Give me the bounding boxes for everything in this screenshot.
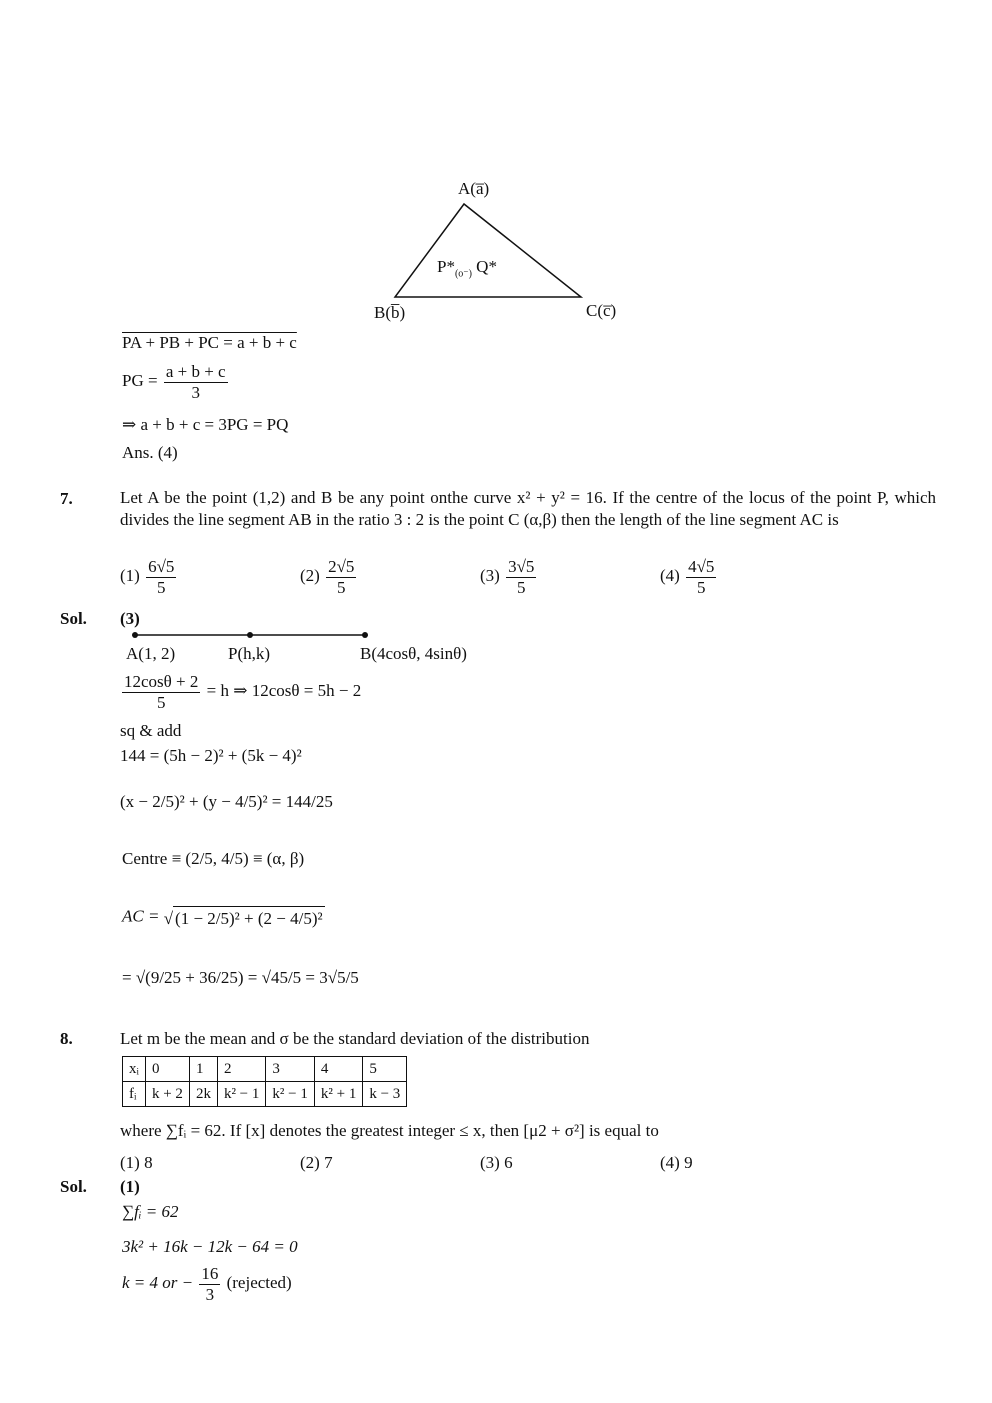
prev-solution-line2: PG = $\frac{a + b + c}{3}$ (122, 362, 226, 402)
q8-option-2: (2) 7 (300, 1153, 333, 1172)
table-row (123, 1057, 407, 1082)
q7-ac: AC = √ (1 − 2/5)² + (2 − 4/5)² (122, 906, 323, 928)
point-p-label: $P*_{(o^-)}$ Q* (437, 257, 497, 280)
table-cell: 2 (217, 1057, 265, 1082)
table-cell: fᵢ (123, 1082, 146, 1107)
table-cell: k + 2 (145, 1082, 189, 1107)
q7-number: 7. (60, 489, 73, 508)
q8-step2: 3k² + 16k − 12k − 64 = 0 (122, 1237, 298, 1256)
prev-answer: Ans. (4) (122, 443, 178, 462)
q7-option-4: (4) $\frac{4√5}{5}$ (660, 557, 715, 597)
point-b-label: B(4cosθ, 4sinθ) (360, 644, 467, 663)
q7-centre: Centre ≡ (2/5, 4/5) ≡ (α, β) (122, 849, 305, 868)
q7-sol-label: Sol. (60, 609, 87, 628)
triangle-diagram (360, 175, 640, 325)
q8-where-text: where ∑fᵢ = 62. If [x] denotes the greatest integer ≤ x, then [μ2 + σ²] is equal to (120, 1121, 659, 1140)
q7-step3: 144 = (5h − 2)² + (5k − 4)² (120, 746, 302, 765)
table-cell: 4 (314, 1057, 362, 1082)
vertex-a-label: A(a̅) (458, 179, 490, 198)
q8-option-4: (4) 9 (660, 1153, 693, 1172)
q8-sol-answer: (1) (120, 1177, 140, 1196)
table-cell: k − 3 (363, 1082, 407, 1107)
table-cell: 0 (145, 1057, 189, 1082)
table-cell: xᵢ (123, 1057, 146, 1082)
table-cell: 5 (363, 1057, 407, 1082)
distribution-table (122, 1056, 407, 1107)
q7-step1: $\frac{12\cos\theta + 2}{5}$ = h ⇒ 12cosθ = 5h − 2 (124, 672, 362, 712)
prev-solution-line3: ⇒ a + b + c = 3PG = PQ (122, 415, 289, 434)
q7-sol-answer: (3) (120, 609, 140, 628)
vertex-c-label: C(c̅) (586, 301, 617, 320)
point-p-hk-label: P(h,k) (228, 644, 271, 663)
q7-step4: (x − 2/5)² + (y − 4/5)² = 144/25 (120, 792, 333, 811)
table-cell: k² + 1 (314, 1082, 362, 1107)
segment-ab-diagram (125, 627, 375, 643)
q7-option-2: (2) $\frac{2√5}{5}$ (300, 557, 355, 597)
q7-ac-final: = √(9/25 + 36/25) = √45/5 = 3√5/5 (122, 968, 359, 987)
q8-option-3: (3) 6 (480, 1153, 513, 1172)
table-cell: 2k (189, 1082, 217, 1107)
table-cell: 3 (266, 1057, 314, 1082)
q8-option-1: (1) 8 (120, 1153, 153, 1172)
q8-step3: k = 4 or − $\frac{16}{3}$ (rejected) (122, 1264, 292, 1304)
point-a-label: A(1, 2) (126, 644, 176, 663)
table-cell: k² − 1 (217, 1082, 265, 1107)
table-cell: k² − 1 (266, 1082, 314, 1107)
q8-sol-label: Sol. (60, 1177, 87, 1196)
prev-solution-line1: PA + PB + PC = a + b + c (122, 333, 297, 352)
q7-step2: sq & add (120, 721, 182, 740)
q7-option-3: (3) $\frac{3√5}{5}$ (480, 557, 535, 597)
table-row (123, 1082, 407, 1107)
q8-text: Let m be the mean and σ be the standard deviation of the distribution (120, 1029, 590, 1048)
q7-option-1: (1) $\frac{6√5}{5}$ (120, 557, 175, 597)
q8-number: 8. (60, 1029, 73, 1048)
vertex-b-label: B(b̅) (374, 303, 406, 322)
q7-text: Let A be the point (1,2) and B be any point onthe curve x² + y² = 16. If the centre of the locus of the point P, which divides the line segment AB in the ratio 3 : 2 is the point C (α,β) then the length of the line segment AC is (120, 488, 936, 529)
table-cell: 1 (189, 1057, 217, 1082)
q8-step1: ∑fᵢ = 62 (122, 1202, 179, 1221)
